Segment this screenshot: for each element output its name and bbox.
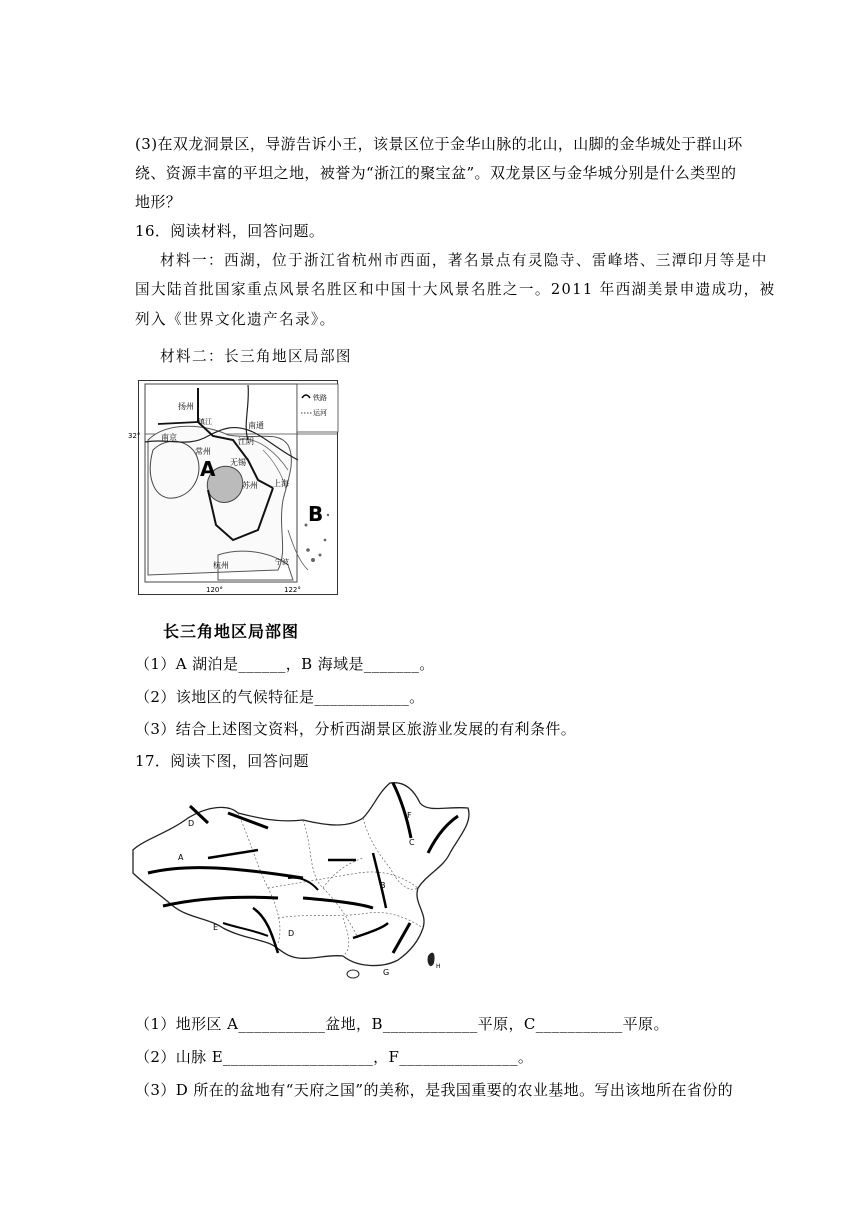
q16-title: 16．阅读材料，回答问题。 [135,222,325,240]
q16-material1-line3: 列入《世界文化遗产名录》。 [135,311,336,328]
city-suzhou: 苏州 [242,481,258,490]
q17-title: 17．阅读下图，回答问题 [135,752,309,770]
legend-rail: 铁路 [313,394,327,402]
label-g: G [383,968,390,977]
q17-q1: （1）地形区 A___________盆地，B____________平原，C___________平原。 [135,1015,669,1033]
city-jiangyin: 江阴 [238,437,254,446]
q17-q3: （3）D 所在的盆地有“天府之国”的美称，是我国重要的农业基地。写出该地所在省份的 [135,1081,734,1099]
legend-canal: 运河 [313,409,327,417]
city-zhenjiang: 镇江 [198,418,212,426]
city-yangzhou: 扬州 [178,402,194,411]
q15-part3-line1: (3)在双龙洞景区，导游告诉小王，该景区位于金华山脉的北山，山脚的金华城处于群山环 [135,135,743,153]
q17-q2: （2）山脉 E___________________，F_______________。 [135,1048,534,1066]
map-caption: 长三角地区局部图 [163,622,300,641]
q16-q2: （2）该地区的气候特征是____________。 [135,688,425,706]
q15-part3-line2: 绕、资源丰富的平坦之地，被誉为“浙江的聚宝盆”。双龙景区与金华城分别是什么类型的 [135,164,737,182]
label-f: F [407,811,412,820]
city-changzhou: 常州 [195,447,211,456]
city-wuxi: 无锡 [230,458,246,467]
city-nantong: 南通 [248,421,264,430]
city-hangzhou: 杭州 [213,561,229,570]
q16-material1-line1: 材料一：西湖，位于浙江省杭州市西面，著名景点有灵隐寺、雷峰塔、三潭印月等是中 [160,252,768,269]
label-e: E [213,923,219,932]
q15-part3-line3: 地形？ [135,193,182,211]
yangtze-delta-map [128,380,338,595]
label-b2: B [380,881,386,890]
city-shanghai: 上海 [273,479,289,488]
lon-122: 122° [284,586,301,594]
q16-material2: 材料二：长三角地区局部图 [160,348,352,365]
lat-32: 32° [128,432,141,440]
lon-120: 120° [206,586,223,594]
label-d1: D [188,819,195,828]
label-a: A [200,457,216,481]
q16-material1-line2: 国大陆首批国家重点风景名胜区和中国十大风景名胜之一。2011 年西湖美景申遗成功，被 [135,281,776,298]
label-b: B [308,502,324,526]
china-terrain-map [128,778,476,980]
label-a2: A [178,853,184,862]
label-d2: D [288,929,295,938]
city-ningbo: 宁波 [275,558,289,566]
label-c: C [409,838,415,847]
city-nanjing: 南京 [161,433,177,442]
q16-q1: （1）A 湖泊是______，B 海域是_______。 [135,655,435,673]
label-h: H [436,963,441,970]
q16-q3: （3）结合上述图文资料，分析西湖景区旅游业发展的有利条件。 [135,720,577,738]
